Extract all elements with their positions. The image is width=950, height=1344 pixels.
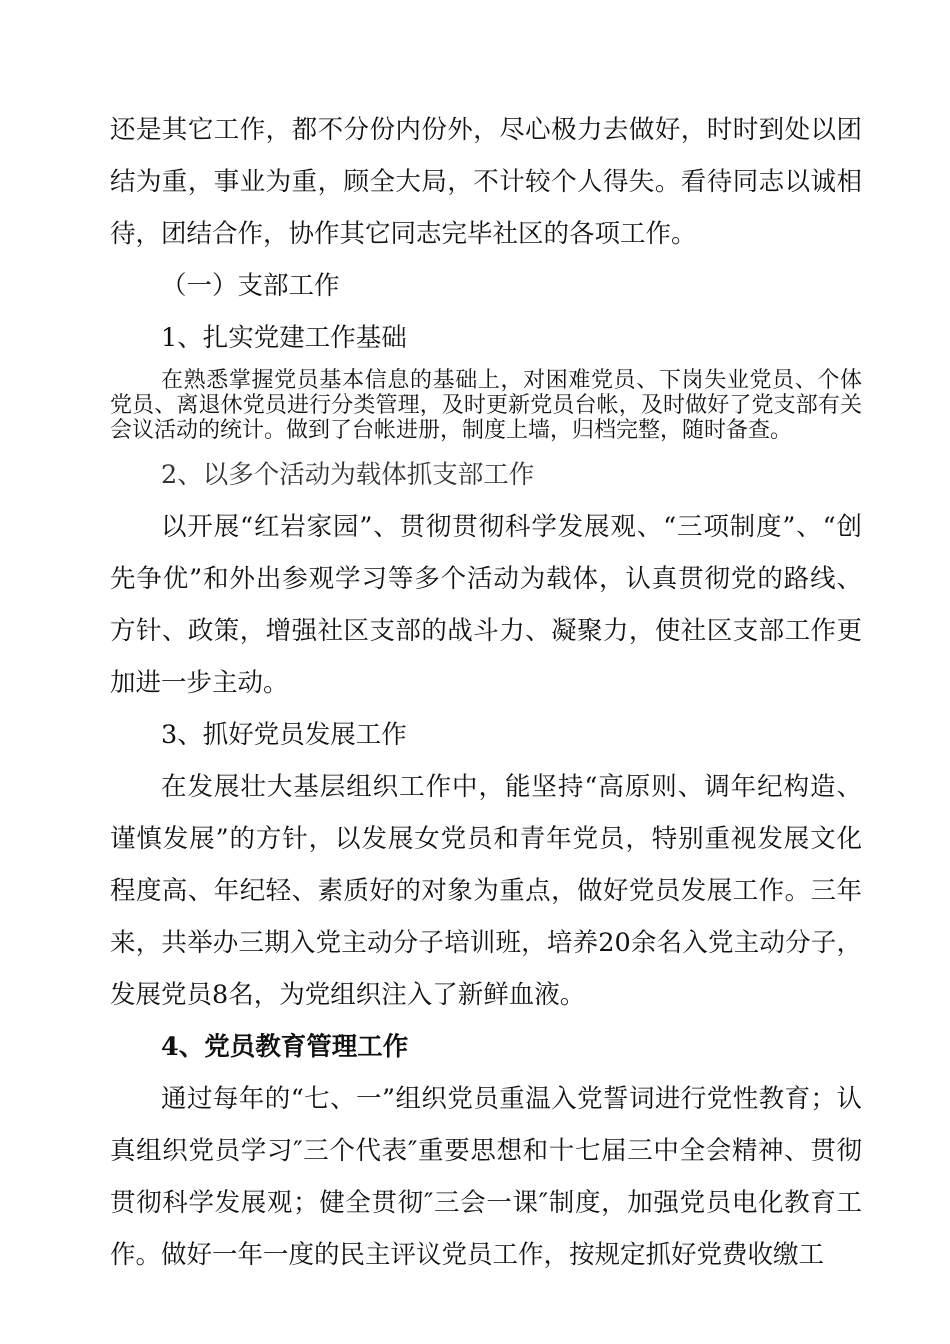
subheading-member-education: 4、党员教育管理工作: [161, 1032, 409, 1062]
section-heading-branch-work: （一）支部工作: [161, 271, 340, 301]
document-page: [110, 104, 862, 1281]
subheading-party-foundation: 1、扎实党建工作基础: [161, 323, 407, 353]
body-paragraph-member-info: 在熟悉掌握党员基本信息的基础上，对困难党员、下岗失业党员、个体党员、离退休党员进行分类管理，及时更新党员台帐，及时做好了党支部有关会议活动的统计。做到了台帐进册，制度上墙，归档完整，随时备查。: [110, 368, 862, 443]
subheading-activities: 2、以多个活动为载体抓支部工作: [161, 460, 535, 490]
body-paragraph-activities: 以开展“红岩家园”、贯彻贯彻科学发展观、“三项制度”、“创先争优”和外出参观学习等多个活动为载体，认真贯彻党的路线、方针、政策，增强社区支部的战斗力、凝聚力，使社区支部工作更加进一步主动。: [110, 512, 862, 698]
subheading-member-development: 3、抓好党员发展工作: [161, 720, 407, 750]
body-paragraph-continued: 还是其它工作，都不分份内份外，尽心极力去做好，时时到处以团结为重，事业为重，顾全大局，不计较个人得失。看待同志以诚相待，团结合作，协作其它同志完毕社区的各项工作。: [110, 115, 862, 249]
body-paragraph-member-education: 通过每年的“七、一”组织党员重温入党誓词进行党性教育；认真组织党员学习″三个代表″重要思想和十七届三中全会精神、贯彻贯彻科学发展观；健全贯彻″三会一课″制度，加强党员电化教育工作。做好一年一度的民主评议党员工作，按规定抓好党费收缴工: [110, 1084, 862, 1270]
body-paragraph-member-development: 在发展壮大基层组织工作中，能坚持“高原则、调年纪构造、谨慎发展”的方针，以发展女党员和青年党员，特别重视发展文化程度高、年纪轻、素质好的对象为重点，做好党员发展工作。三年来，共举办三期入党主动分子培训班，培养20余名入党主动分子，发展党员8名，为党组织注入了新鲜血液。: [110, 772, 862, 1010]
